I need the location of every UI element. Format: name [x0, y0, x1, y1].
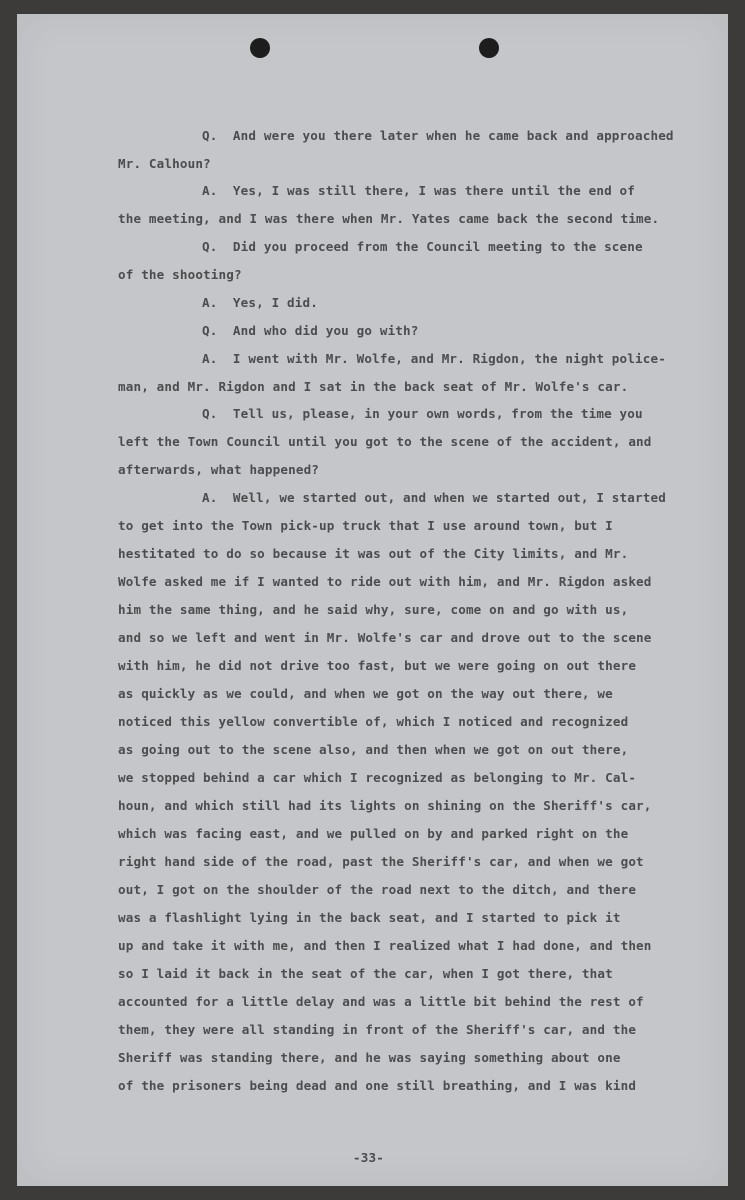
text-line: to get into the Town pick-up truck that I use around town, but I: [118, 518, 613, 533]
text-line: as quickly as we could, and when we got on the way out there, we: [118, 686, 613, 701]
text-line: A. Yes, I was still there, I was there until the end of: [202, 183, 635, 198]
text-line: of the prisoners being dead and one still breathing, and I was kind: [118, 1078, 637, 1093]
text-line: hestitated to do so because it was out of the City limits, and Mr.: [118, 546, 629, 561]
text-line: accounted for a little delay and was a little bit behind the rest of: [118, 994, 644, 1009]
text-line: up and take it with me, and then I realized what I had done, and then: [118, 938, 652, 953]
text-line: Q. And who did you go with?: [202, 323, 419, 338]
text-line: right hand side of the road, past the Sheriff's car, and when we got: [118, 854, 644, 869]
text-line: Mr. Calhoun?: [118, 156, 211, 171]
text-line: Sheriff was standing there, and he was saying something about one: [118, 1050, 621, 1065]
text-line: man, and Mr. Rigdon and I sat in the back seat of Mr. Wolfe's car.: [118, 379, 629, 394]
text-line: Q. Did you proceed from the Council meeting to the scene: [202, 239, 643, 254]
text-line: we stopped behind a car which I recognized as belonging to Mr. Cal-: [118, 770, 637, 785]
text-line: and so we left and went in Mr. Wolfe's car and drove out to the scene: [118, 630, 652, 645]
text-line: A. Yes, I did.: [202, 295, 318, 310]
text-line: as going out to the scene also, and then when we got on out there,: [118, 742, 629, 757]
document-page: [17, 14, 728, 1186]
text-line: A. Well, we started out, and when we started out, I started: [202, 490, 666, 505]
text-line: Wolfe asked me if I wanted to ride out with him, and Mr. Rigdon asked: [118, 574, 652, 589]
text-line: so I laid it back in the seat of the car, when I got there, that: [118, 966, 613, 981]
text-line: of the shooting?: [118, 267, 242, 282]
text-line: A. I went with Mr. Wolfe, and Mr. Rigdon, the night police-: [202, 351, 666, 366]
text-line: which was facing east, and we pulled on by and parked right on the: [118, 826, 629, 841]
text-line: with him, he did not drive too fast, but we were going on out there: [118, 658, 637, 673]
text-line: was a flashlight lying in the back seat, and I started to pick it: [118, 910, 621, 925]
text-line: Q. Tell us, please, in your own words, from the time you: [202, 406, 643, 421]
text-line: Q. And were you there later when he came back and approached: [202, 128, 674, 143]
text-line: afterwards, what happened?: [118, 462, 320, 477]
text-line: left the Town Council until you got to the scene of the accident, and: [118, 434, 652, 449]
transcript-text: [17, 14, 728, 1186]
text-line: out, I got on the shoulder of the road next to the ditch, and there: [118, 882, 637, 897]
text-line: houn, and which still had its lights on shining on the Sheriff's car,: [118, 798, 652, 813]
text-line: him the same thing, and he said why, sure, come on and go with us,: [118, 602, 629, 617]
text-line: noticed this yellow convertible of, which I noticed and recognized: [118, 714, 629, 729]
text-line: the meeting, and I was there when Mr. Yates came back the second time.: [118, 211, 660, 226]
text-line: them, they were all standing in front of the Sheriff's car, and the: [118, 1022, 637, 1037]
page-number: -33-: [353, 1150, 384, 1165]
